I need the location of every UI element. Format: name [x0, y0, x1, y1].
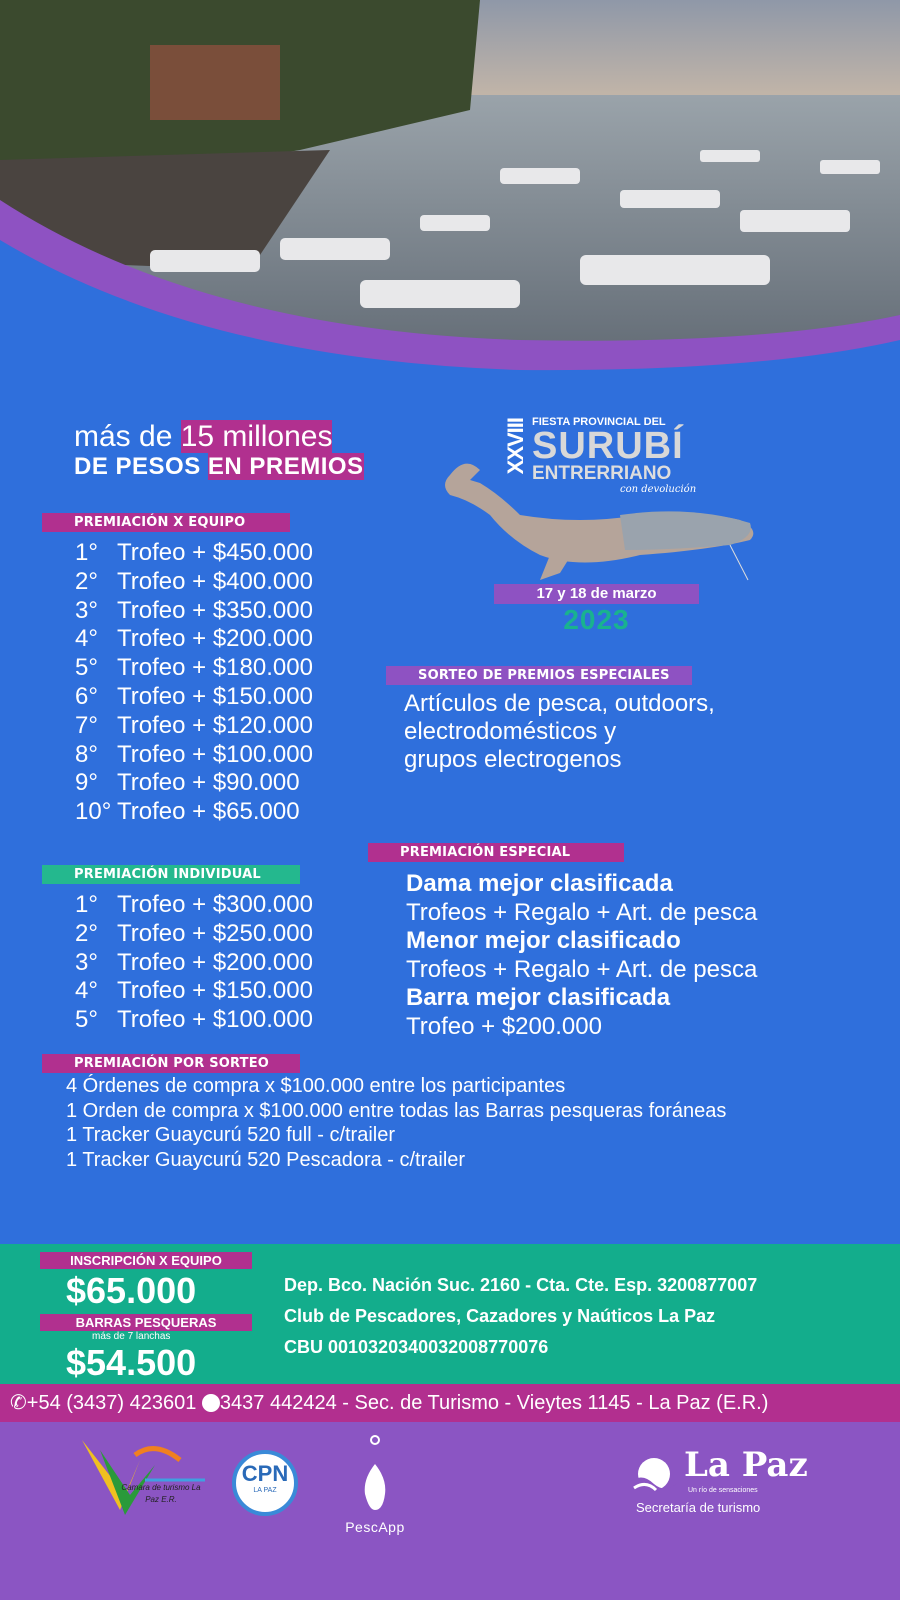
prize-row [75, 741, 313, 770]
prize-place: 8° [75, 740, 98, 768]
phone-icon: ✆ [10, 1392, 27, 1414]
prize-row [75, 949, 313, 978]
contact-band [0, 1384, 900, 1422]
event-tagline: con devolución [620, 484, 697, 495]
prize-value: Trofeo + $350.000 [117, 596, 313, 624]
prize-place: 4° [75, 625, 98, 653]
camara-logo-text: Camara de turismo La Paz E.R. [121, 1483, 201, 1504]
bank-info [284, 1270, 757, 1363]
individual-prizes-label: PREMIACIÓN INDIVIDUAL [42, 865, 300, 884]
prize-value: Trofeo + $400.000 [117, 567, 313, 595]
prize-value: Trofeo + $65.000 [117, 798, 300, 826]
barras-fee-price: $54.500 [66, 1342, 197, 1383]
fish-hook-icon [355, 1434, 395, 1514]
prize-place: 4° [75, 977, 98, 1005]
prize-row [75, 1006, 313, 1035]
pescapp-logo [335, 1434, 415, 1535]
special-prize-title: Menor mejor clasificado [406, 927, 681, 955]
raffle-line: 1 Tracker Guaycurú 520 Pescadora - c/trailer [66, 1148, 466, 1171]
prize-row [75, 920, 313, 949]
event-kicker: FIESTA PROVINCIAL DEL [532, 416, 666, 428]
prize-row [75, 891, 313, 920]
event-dates: 17 y 18 de marzo [494, 584, 699, 604]
prize-value: Trofeo + $300.000 [117, 891, 313, 918]
sun-wave-icon [626, 1448, 682, 1498]
la-paz-tagline: Un río de sensaciones [688, 1487, 758, 1494]
prize-value: Trofeo + $450.000 [117, 539, 313, 566]
la-paz-logo-text: La Paz [684, 1445, 808, 1485]
camara-turismo-logo [80, 1440, 210, 1520]
special-prize-title: Barra mejor clasificada [406, 984, 671, 1012]
contact-phone[interactable]: +54 (3437) 423601 [26, 1392, 197, 1414]
registration-band [0, 1244, 900, 1384]
prize-place: 3° [75, 948, 98, 976]
club-logo-text: LA PAZ [253, 1487, 277, 1494]
pescapp-logo-text: PescApp [345, 1519, 405, 1535]
prize-row [75, 625, 313, 654]
team-fee-label: INSCRIPCIÓN X EQUIPO [40, 1252, 252, 1269]
headline-highlight: 15 millones [180, 420, 333, 453]
prize-value: Trofeo + $120.000 [117, 711, 313, 739]
event-title: SURUBÍ [532, 425, 684, 467]
special-prize-value: Trofeos + Regalo + Art. de pesca [406, 898, 758, 926]
raffle-line: 1 Orden de compra x $100.000 entre todas las Barras pesqueras foráneas [66, 1099, 727, 1122]
contact-address: - Sec. de Turismo - Vieytes 1145 - La Paz (E.R.) [336, 1392, 769, 1414]
sponsors-footer [0, 1422, 900, 1600]
raffle-list [66, 1074, 726, 1172]
event-edition: XXVIII [503, 418, 528, 475]
prize-row [75, 654, 313, 683]
prize-place: 6° [75, 682, 98, 710]
la-paz-secretaria: Secretaría de turismo [636, 1500, 761, 1515]
headline-text: más de [74, 420, 181, 453]
prize-place: 1° [75, 539, 98, 566]
surubi-fish-image [440, 455, 770, 585]
prize-place: 5° [75, 1006, 98, 1034]
team-prizes-label: PREMIACIÓN X EQUIPO [42, 513, 290, 532]
special-draw-text [404, 690, 715, 774]
prize-row [75, 977, 313, 1006]
event-subtitle: ENTRERRIANO [532, 463, 672, 484]
bank-cbu: CBU 0010320340032008770076 [284, 1337, 549, 1357]
barras-fee-note: más de 7 lanchas [92, 1331, 171, 1342]
special-draw-line: grupos electrogenos [404, 746, 622, 773]
la-paz-logo [626, 1444, 816, 1524]
prize-row [75, 769, 313, 798]
bank-account: Dep. Bco. Nación Suc. 2160 - Cta. Cte. Esp. 3200877007 [284, 1275, 758, 1295]
prize-row [75, 539, 313, 568]
event-year: 2023 [563, 604, 630, 635]
special-draw-label: SORTEO DE PREMIOS ESPECIALES [386, 666, 692, 685]
headline [74, 420, 364, 481]
prize-value: Trofeo + $250.000 [117, 919, 313, 947]
raffle-line: 4 Órdenes de compra x $100.000 entre los participantes [66, 1075, 566, 1097]
raffle-label: PREMIACIÓN POR SORTEO [42, 1054, 300, 1073]
prize-place: 9° [75, 769, 98, 797]
club-pescadores-logo: CPN LA PAZ [232, 1450, 298, 1516]
team-fee-price: $65.000 [66, 1270, 197, 1311]
bank-holder: Club de Pescadores, Cazadores y Naúticos La Paz [284, 1306, 716, 1326]
special-draw-line: Artículos de pesca, outdoors, [404, 690, 715, 717]
prize-place: 3° [75, 596, 98, 624]
prize-place: 2° [75, 567, 98, 595]
prize-row [75, 568, 313, 597]
prize-row [75, 597, 313, 626]
contact-whatsapp[interactable]: 3437 442424 [219, 1392, 337, 1414]
raffle-line: 1 Tracker Guaycurú 520 full - c/trailer [66, 1124, 396, 1146]
team-prizes-list [75, 539, 313, 827]
prize-place: 2° [75, 919, 98, 947]
barras-fee-label: BARRAS PESQUERAS [40, 1314, 252, 1331]
prize-value: Trofeo + $150.000 [117, 977, 313, 1005]
special-prize-value: Trofeo + $200.000 [406, 1012, 602, 1040]
hero-photo [0, 0, 900, 390]
prize-value: Trofeo + $200.000 [117, 948, 313, 976]
individual-prizes-list [75, 891, 313, 1035]
special-prize-title: Dama mejor clasificada [406, 870, 673, 897]
headline-text: DE PESOS [74, 453, 208, 480]
prize-value: Trofeo + $100.000 [117, 740, 313, 768]
special-prizes-list [406, 870, 757, 1042]
special-prizes-label: PREMIACIÓN ESPECIAL [368, 843, 624, 862]
prize-place: 1° [75, 891, 98, 918]
prize-row [75, 683, 313, 712]
prize-value: Trofeo + $90.000 [117, 769, 300, 797]
special-prize-value: Trofeos + Regalo + Art. de pesca [406, 955, 758, 983]
prize-place: 7° [75, 711, 98, 739]
whatsapp-icon [202, 1394, 220, 1412]
prize-place: 5° [75, 654, 98, 682]
prize-row [75, 798, 313, 827]
prize-row [75, 712, 313, 741]
special-draw-line: electrodomésticos y [404, 718, 617, 745]
prize-value: Trofeo + $100.000 [117, 1006, 313, 1034]
headline-highlight: EN PREMIOS [207, 453, 364, 480]
prize-value: Trofeo + $180.000 [117, 654, 313, 682]
prize-value: Trofeo + $150.000 [117, 682, 313, 710]
prize-place: 10° [75, 798, 112, 826]
prize-value: Trofeo + $200.000 [117, 625, 313, 653]
